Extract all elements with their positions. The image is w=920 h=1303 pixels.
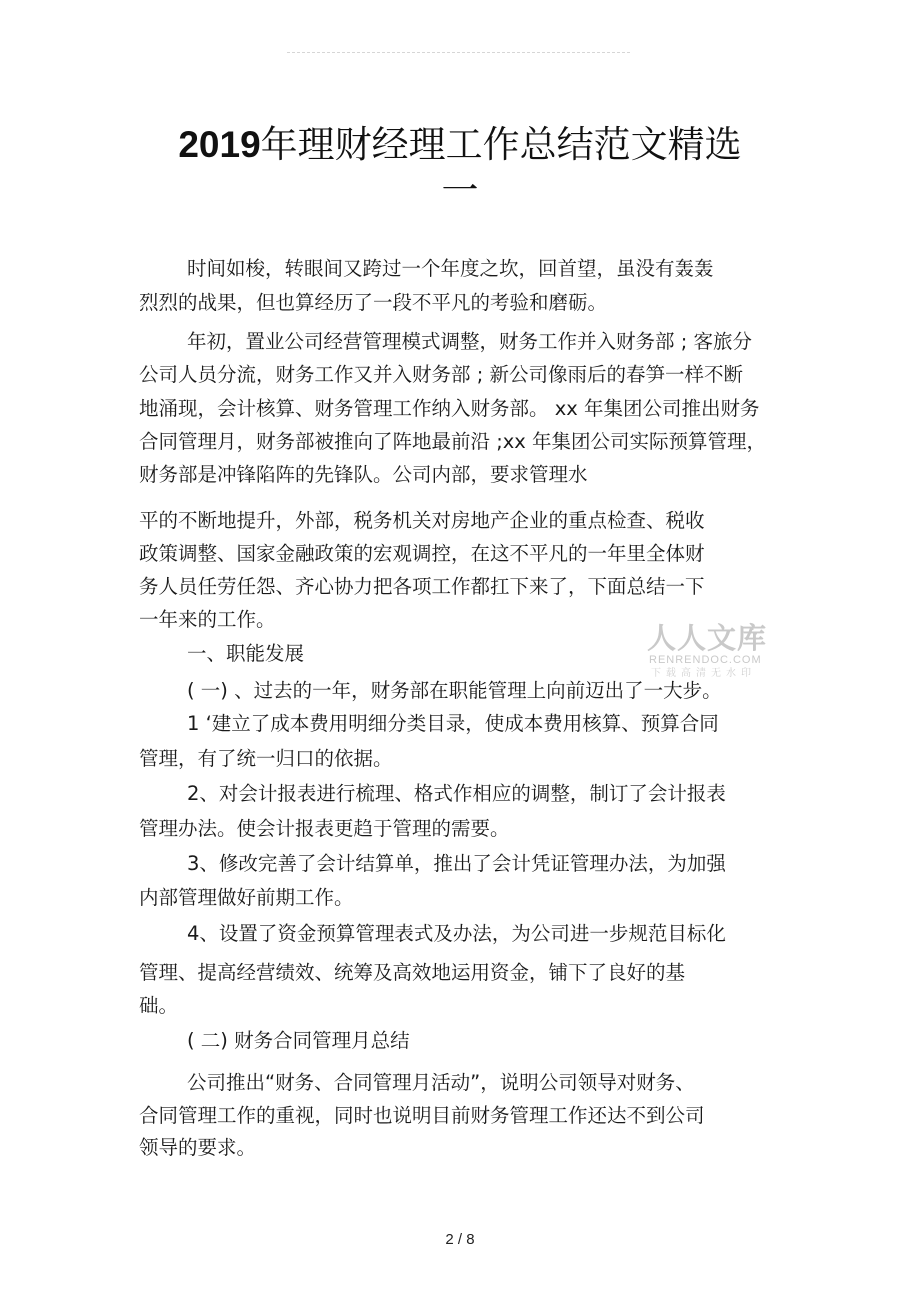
list-item-cont: 管理办法。使会计报表更趋于管理的需要。 (139, 817, 510, 840)
list-item: 2、对会计报表进行梳理、格式作相应的调整，制订了会计报表 (187, 782, 726, 805)
watermark-logo-text: 人人文库 (647, 621, 768, 655)
list-item-cont: 础。 (139, 994, 179, 1017)
watermark (647, 621, 773, 685)
body-line: 平的不断地提升，外部，税务机关对房地产企业的重点检查、税收 (139, 509, 705, 532)
subsection-heading: ( 一) 、过去的一年，财务部在职能管理上向前迈出了一大步。 (187, 679, 722, 702)
section-heading: 一、职能发展 (187, 642, 305, 665)
body-line: 合同管理工作的重视，同时也说明目前财务管理工作还达不到公司 (139, 1104, 705, 1127)
body-line: 时间如梭，转眼间又跨过一个年度之坎，回首望，虽没有轰轰 (187, 257, 714, 280)
title-line-1 (80, 122, 840, 168)
list-item: 4、设置了资金预算管理表式及办法，为公司进一步规范目标化 (187, 922, 726, 945)
list-item-cont: 管理、提高经营绩效、统筹及高效地运用资金，铺下了良好的基 (139, 961, 686, 984)
watermark-tagline: 下载高清无水印 (651, 668, 756, 679)
list-item: 1 ‘建立了成本费用明细分类目录，使成本费用核算、预算合同 (187, 712, 719, 735)
document-title (80, 122, 840, 214)
page-number: 2 / 8 (445, 1231, 475, 1248)
list-item: 3、修改完善了会计结算单，推出了会计凭证管理办法，为加强 (187, 852, 726, 875)
body-line: 务人员任劳任怨、齐心协力把各项工作都扛下来了，下面总结一下 (139, 575, 705, 598)
watermark-url: RENRENDOC.COM (649, 654, 762, 666)
title-text: 年理财经理工作总结范文精选 (260, 123, 742, 166)
body-line: 烈烈的战果，但也算经历了一段不平凡的考验和磨砺。 (139, 291, 608, 314)
body-line: 财务部是冲锋陷阵的先锋队。公司内部，要求管理水 (139, 463, 588, 486)
title-line-2: 一 (441, 169, 479, 212)
body-line: 公司推出“财务、合同管理月活动”，说明公司领导对财务、 (187, 1071, 695, 1094)
list-item-cont: 管理，有了统一归口的依据。 (139, 747, 393, 770)
subsection-heading: ( 二) 财务合同管理月总结 (187, 1029, 410, 1052)
header-rule (287, 52, 630, 53)
body-line: 地涌现，会计核算、财务管理工作纳入财务部。 xx 年集团公司推出财务 (139, 397, 760, 420)
body-line: 合同管理月，财务部被推向了阵地最前沿 ;xx 年集团公司实际预算管理， (139, 430, 767, 453)
list-item-cont: 内部管理做好前期工作。 (139, 886, 354, 909)
title-year: 2019 (178, 124, 261, 165)
body-line: 公司人员分流，财务工作又并入财务部 ; 新公司像雨后的春笋一样不断 (139, 363, 743, 386)
body-line: 一年来的工作。 (139, 608, 276, 631)
body-line: 政策调整、国家金融政策的宏观调控，在这不平凡的一年里全体财 (139, 542, 705, 565)
body-line: 年初，置业公司经营管理模式调整，财务工作并入财务部 ; 客旅分 (187, 330, 752, 353)
body-line: 领导的要求。 (139, 1136, 257, 1159)
